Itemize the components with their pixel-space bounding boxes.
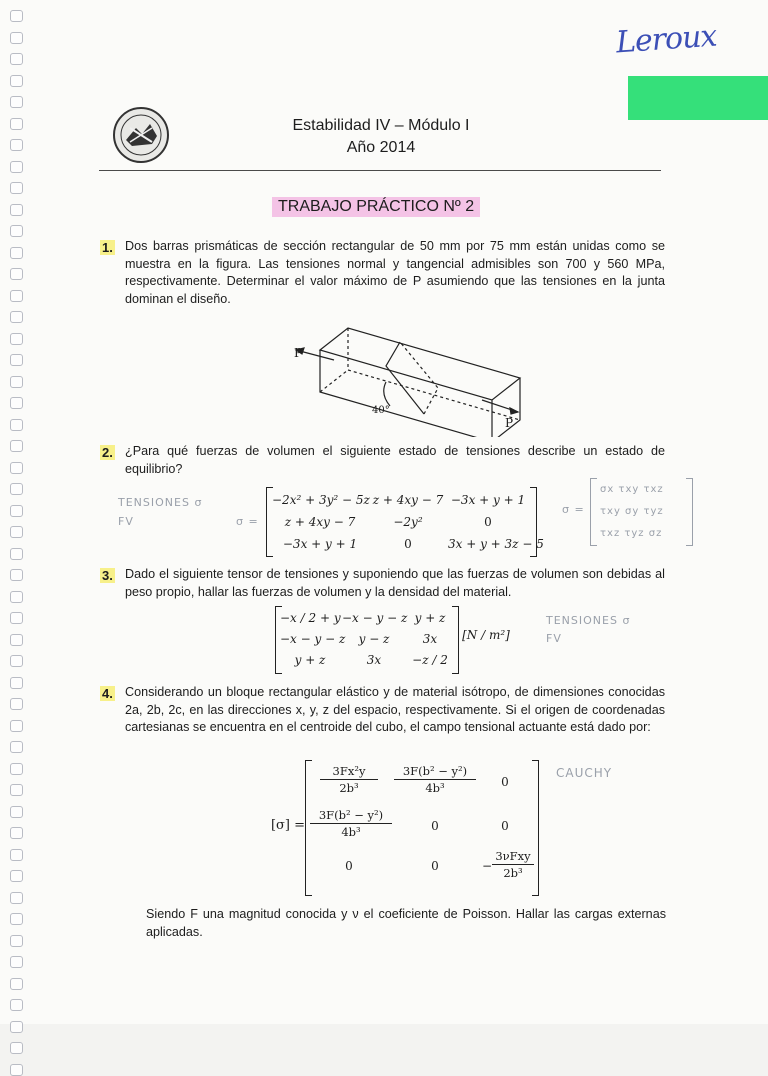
binding-ring [10, 870, 23, 882]
matrix-3-cell: 3x [422, 632, 438, 646]
figure-load-left: P [294, 346, 303, 360]
binding-ring [10, 763, 23, 775]
note-stresses-3: TENSIONES σ [546, 614, 631, 627]
matrix-4-m11 [320, 764, 378, 795]
binding-ring [10, 612, 23, 624]
matrix-3-cell: −z / 2 [412, 653, 448, 667]
spiral-binding [10, 10, 30, 1020]
matrix-2-cell: 0 [484, 515, 492, 529]
binding-ring [10, 440, 23, 452]
binding-ring [10, 247, 23, 259]
binding-ring [10, 956, 23, 968]
figure-jointed-bars [288, 322, 528, 437]
m11-numerator: 3Fx²y [320, 764, 378, 780]
m11-denominator: 2b³ [339, 781, 359, 795]
binding-ring [10, 741, 23, 753]
binding-ring [10, 526, 23, 538]
matrix-4-m21 [310, 808, 392, 839]
note-tensor-row1: σx τxy τxz [600, 484, 664, 495]
binding-ring [10, 32, 23, 44]
matrix-3-cell: y + z [294, 653, 326, 667]
binding-ring [10, 569, 23, 581]
problem-2-text: ¿Para qué fuerzas de volumen el siguiente estado de tensiones describe un estado de equilibrio? [125, 444, 665, 476]
matrix-2-cell: 3x + y + 3z − 5 [448, 537, 544, 551]
binding-ring [10, 548, 23, 560]
problem-1-text: Dos barras prismáticas de sección rectangular de 50 mm por 75 mm están unidas como se muestra en la figura. Las tensiones normal y tangencial admisibles son 700 y 560 MPa, respectivamente. Determinar el valor máximo de P asumiendo que las tensiones en la junta dominan el diseño. [125, 239, 665, 306]
binding-ring [10, 591, 23, 603]
matrix-4-m33 [492, 849, 534, 880]
handwritten-name: Leroux [614, 18, 718, 61]
matrix-3-cell: y − z [358, 632, 390, 646]
binding-ring [10, 1064, 23, 1076]
matrix-2-cell: −3x + y + 1 [282, 537, 358, 551]
problem-2-number: 2. [102, 445, 113, 460]
matrix-4-m32: 0 [431, 859, 439, 873]
binding-ring [10, 53, 23, 65]
matrix-2-cell: −2x² + 3y² − 5z [272, 493, 370, 507]
binding-ring [10, 462, 23, 474]
binding-ring [10, 978, 23, 990]
binding-ring [10, 268, 23, 280]
matrix-4-m33-sign: − [481, 859, 493, 873]
binding-ring [10, 892, 23, 904]
binding-ring [10, 161, 23, 173]
matrix-2-cell: 0 [404, 537, 412, 551]
binding-ring [10, 182, 23, 194]
binding-ring [10, 376, 23, 388]
matrix-3-cell: −x − y − z [280, 632, 346, 646]
binding-ring [10, 720, 23, 732]
header-rule [99, 170, 661, 171]
binding-ring [10, 634, 23, 646]
matrix-2-cell: −2y² [393, 515, 423, 529]
binding-ring [10, 354, 23, 366]
binding-ring [10, 677, 23, 689]
binding-ring [10, 96, 23, 108]
sticky-tab [628, 76, 768, 120]
note-stresses-2: TENSIONES σ [118, 496, 203, 509]
binding-ring [10, 204, 23, 216]
m21-numerator: 3F(b² − y²) [310, 808, 392, 824]
binding-ring [10, 483, 23, 495]
matrix-4-m13: 0 [501, 775, 509, 789]
matrix-3-cell: y + z [414, 611, 446, 625]
binding-ring [10, 290, 23, 302]
problem-3-number: 3. [102, 568, 113, 583]
problem-4-text: Considerando un bloque rectangular elástico y de material isótropo, de dimensiones conocidas 2a, 2b, 2c, en las direcciones x, y, z del espacio, respectivamente. Si el origen de coordenadas cartesianas se encuentra en el centroide del cubo, el campo tensional actuante está dado por: [125, 685, 665, 734]
binding-ring [10, 225, 23, 237]
binding-ring [10, 655, 23, 667]
matrix-4-m12 [394, 764, 476, 795]
m12-numerator: 3F(b² − y²) [394, 764, 476, 780]
binding-ring [10, 913, 23, 925]
matrix-3-cell: 3x [366, 653, 382, 667]
m12-denominator: 4b³ [425, 781, 445, 795]
worksheet-title: TRABAJO PRÁCTICO Nº 2 [272, 197, 480, 217]
note-bracket-left [590, 478, 597, 546]
binding-ring [10, 999, 23, 1011]
note-sigma-3: σ = [562, 503, 585, 516]
note-fv-2: FV [118, 515, 134, 528]
m21-denominator: 4b³ [341, 825, 361, 839]
binding-ring [10, 75, 23, 87]
note-tensor-row2: τxy σy τyz [600, 506, 664, 517]
matrix-4-m23: 0 [501, 819, 509, 833]
problem-4-closing: Siendo F una magnitud conocida y ν el coeficiente de Poisson. Hallar las cargas externas aplicadas. [146, 907, 666, 939]
matrix-2-cell: z + 4xy − 7 [284, 515, 356, 529]
binding-ring [10, 397, 23, 409]
matrix-4-m22: 0 [431, 819, 439, 833]
matrix-2-cell: z + 4xy − 7 [372, 493, 444, 507]
problem-3-text: Dado el siguiente tensor de tensiones y suponiendo que las fuerzas de volumen son debidas al peso propio, hallar las fuerzas de volumen y la densidad del material. [125, 567, 665, 599]
binding-ring [10, 419, 23, 431]
m33-denominator: 2b³ [503, 866, 523, 880]
matrix-4-m31: 0 [345, 859, 353, 873]
binding-ring [10, 827, 23, 839]
binding-ring [10, 1042, 23, 1054]
matrix-3-cell: −x − y − z [342, 611, 408, 625]
binding-ring [10, 10, 23, 22]
binding-ring [10, 849, 23, 861]
binding-ring [10, 935, 23, 947]
note-sigma-2: σ = [236, 515, 259, 528]
binding-ring [10, 311, 23, 323]
binding-ring [10, 784, 23, 796]
binding-ring [10, 698, 23, 710]
note-tensor-row3: τxz τyz σz [600, 528, 663, 539]
m33-numerator: 3νFxy [492, 849, 534, 865]
matrix-3-units: [N / m²] [462, 628, 510, 642]
binding-ring [10, 505, 23, 517]
note-cauchy: CAUCHY [556, 766, 613, 780]
course-year: Año 2014 [346, 139, 416, 156]
binding-ring [10, 333, 23, 345]
figure-load-right: P [505, 416, 514, 430]
matrix-3-cell: −x / 2 + y [280, 611, 341, 625]
problem-4-number: 4. [102, 686, 113, 701]
matrix-2-cell: −3x + y + 1 [450, 493, 526, 507]
note-fv-3: FV [546, 632, 562, 645]
course-title: Estabilidad IV – Módulo I [292, 117, 470, 134]
figure-angle: 40° [372, 405, 390, 416]
problem-1-number: 1. [102, 240, 113, 255]
note-bracket-right [686, 478, 693, 546]
binding-ring [10, 1021, 23, 1033]
binding-ring [10, 806, 23, 818]
matrix-4-lhs: [σ] = [270, 818, 306, 833]
